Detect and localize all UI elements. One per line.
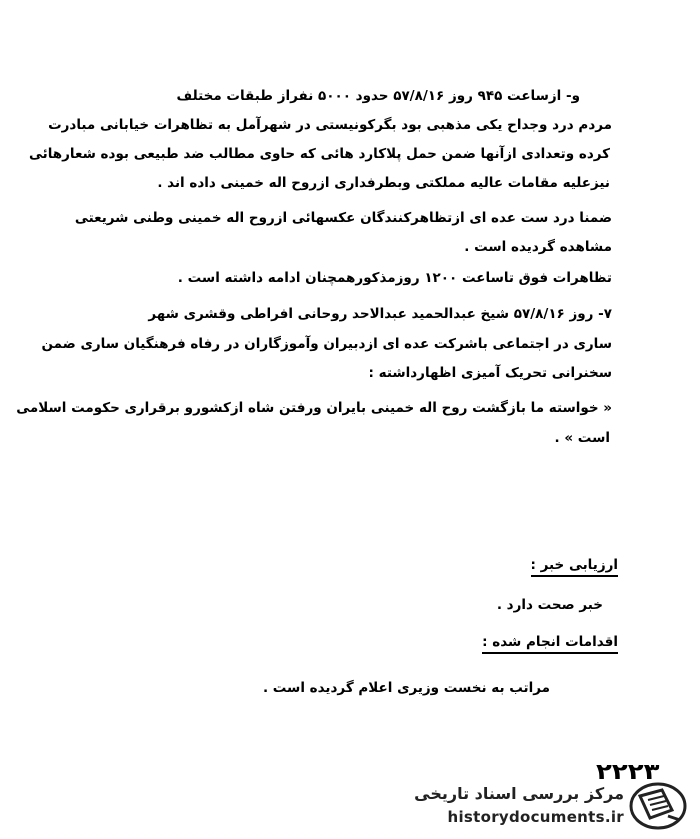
text-line-6: مشاهده گردیده است .	[464, 239, 612, 255]
text-line-9: ساری در اجتماعی باشرکت عده ای ازدبیران وآموزگاران در رفاه فرهنگیان ساری ضمن	[41, 336, 612, 352]
quote-line-2: است » .	[554, 430, 610, 446]
text-line-8: ۷- روز ۵۷/۸/۱۶ شیخ عبدالحمید عبدالاحد روحانی افراطی وقشری شهر	[148, 306, 612, 322]
text-line-10: سخنرانی تحریک آمیزی اظهارداشته :	[368, 365, 612, 381]
evaluation-label: ارزیابی خبر :	[531, 557, 618, 577]
page-number: ۲۲۲۳	[596, 759, 660, 785]
evaluation-value: خبر صحت دارد .	[496, 597, 603, 613]
text-line-1: و- ازساعت ۹۴۵ روز ۵۷/۸/۱۶ حدود ۵۰۰۰ نفراز طبقات مختلف	[176, 88, 580, 104]
document-archive-logo-icon	[628, 780, 688, 832]
text-line-4: نیزعلیه مقامات عالیه مملکتی وبطرفداری ازروح اله خمینی داده اند .	[157, 175, 610, 191]
actions-value: مراتب به نخست وزیری اعلام گردیده است .	[262, 680, 550, 696]
watermark-url: historydocuments.ir	[447, 808, 624, 826]
text-line-7: تظاهرات فوق تاساعت ۱۲۰۰ روزمذکورهمچنان ادامه داشته است .	[177, 270, 612, 286]
text-line-2: مردم درد وجداح یکی مذهبی بود بگرکونیستی در شهرآمل به تظاهرات خیابانی مبادرت	[48, 117, 612, 133]
text-line-3: کرده وتعدادی ازآنها ضمن حمل پلاکارد هائی که حاوی مطالب ضد طبیعی بوده شعارهائی	[28, 146, 610, 162]
quote-line-1: « خواسته ما بازگشت روح اله خمینی بایران ورفتن شاه ازکشورو برقراری حکومت اسلامی	[16, 400, 612, 416]
watermark-title: مرکز بررسی اسناد تاریخی	[414, 784, 624, 803]
text-line-5: ضمنا درد ست عده ای ازتظاهرکنندگان عکسهائی ازروح اله خمینی وطنی شریعتی	[74, 210, 612, 226]
actions-label: اقدامات انجام شده :	[482, 634, 618, 654]
